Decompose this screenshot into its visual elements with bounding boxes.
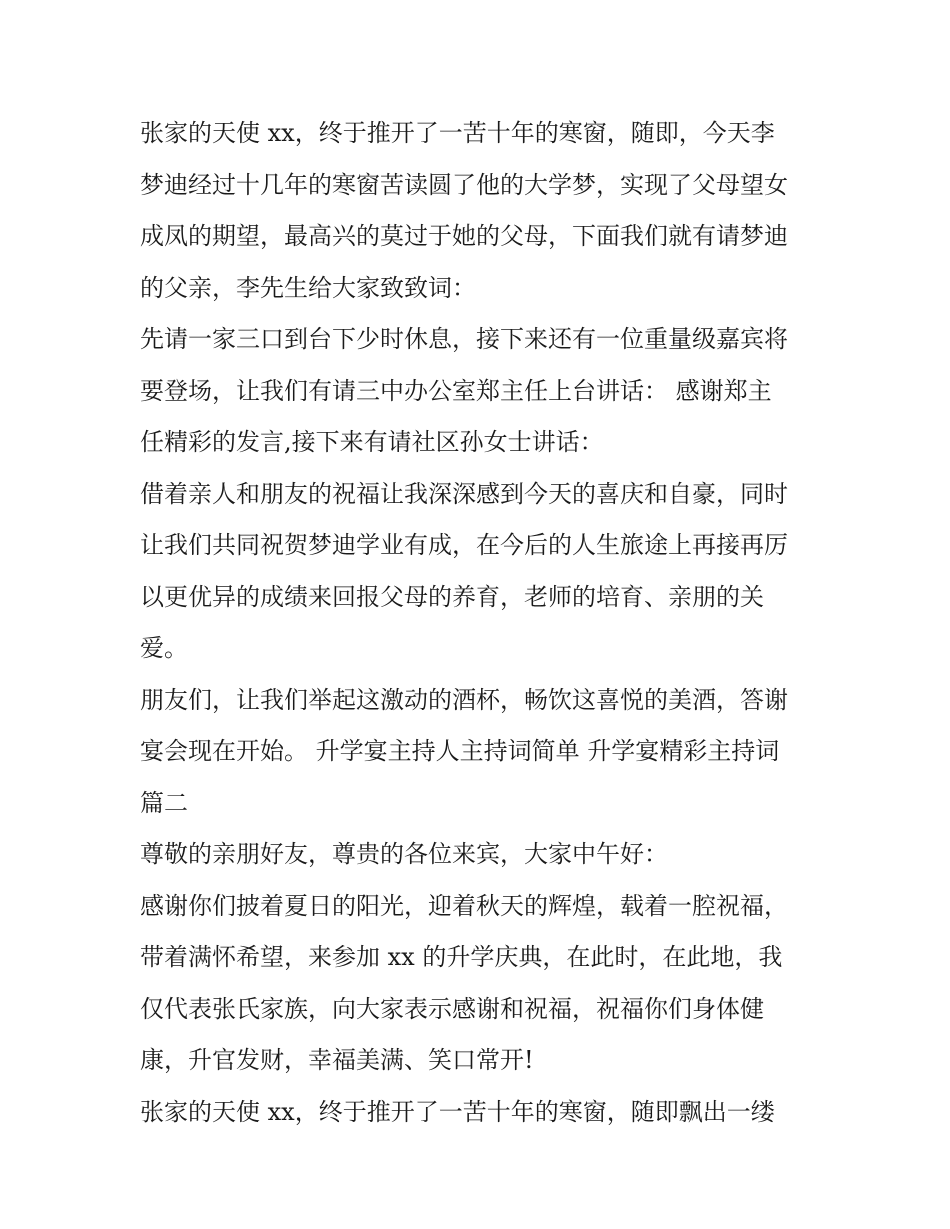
text-line: 让我们共同祝贺梦迪学业有成，在今后的人生旅途上再接再厉 xyxy=(140,531,788,559)
text-line: 宴会现在开始。 升学宴主持人主持词简单 升学宴精彩主持词 xyxy=(140,737,780,765)
text-line: 仅代表张氏家族，向大家表示感谢和祝福，祝福你们身体健 xyxy=(140,994,764,1023)
text-line: 以更优异的成绩来回报父母的养育，老师的培育、亲朋的关 xyxy=(140,582,764,611)
text-line: 先请一家三口到台下少时休息，接下来还有一位重量级嘉宾将 xyxy=(140,325,788,353)
text-line: 尊敬的亲朋好友，尊贵的各位来宾，大家中午好： xyxy=(140,840,668,868)
text-line: 的父亲，李先生给大家致致词： xyxy=(140,273,476,302)
text-line: 康，升官发财，幸福美满、笑口常开! xyxy=(140,1046,534,1074)
text-line: 成凤的期望，最高兴的莫过于她的父母，下面我们就有请梦迪 xyxy=(140,222,788,250)
text-line: 张家的天使 xx，终于推开了一苦十年的寒窗，随即飘出一缕 xyxy=(140,1097,775,1126)
text-line: 朋友们，让我们举起这激动的酒杯，畅饮这喜悦的美酒，答谢 xyxy=(140,685,788,714)
text-line: 任精彩的发言,接下来有请社区孙女士讲话： xyxy=(140,428,604,456)
text-line: 借着亲人和朋友的祝福让我深深感到今天的喜庆和自豪，同时 xyxy=(140,479,788,508)
text-line: 篇二 xyxy=(140,788,188,817)
text-line: 感谢你们披着夏日的阳光，迎着秋天的辉煌，载着一腔祝福， xyxy=(140,891,788,920)
text-line: 带着满怀希望，来参加 xx 的升学庆典，在此时，在此地，我 xyxy=(140,943,783,971)
text-line: 张家的天使 xx，终于推开了一苦十年的寒窗，随即，今天李 xyxy=(140,119,775,147)
text-line: 要登场，让我们有请三中办公室郑主任上台讲话： 感谢郑主 xyxy=(140,376,772,405)
text-line: 梦迪经过十几年的寒窗苦读圆了他的大学梦，实现了父母望女 xyxy=(140,170,788,199)
body-text xyxy=(140,108,830,1138)
text-line: 爱。 xyxy=(140,634,188,662)
